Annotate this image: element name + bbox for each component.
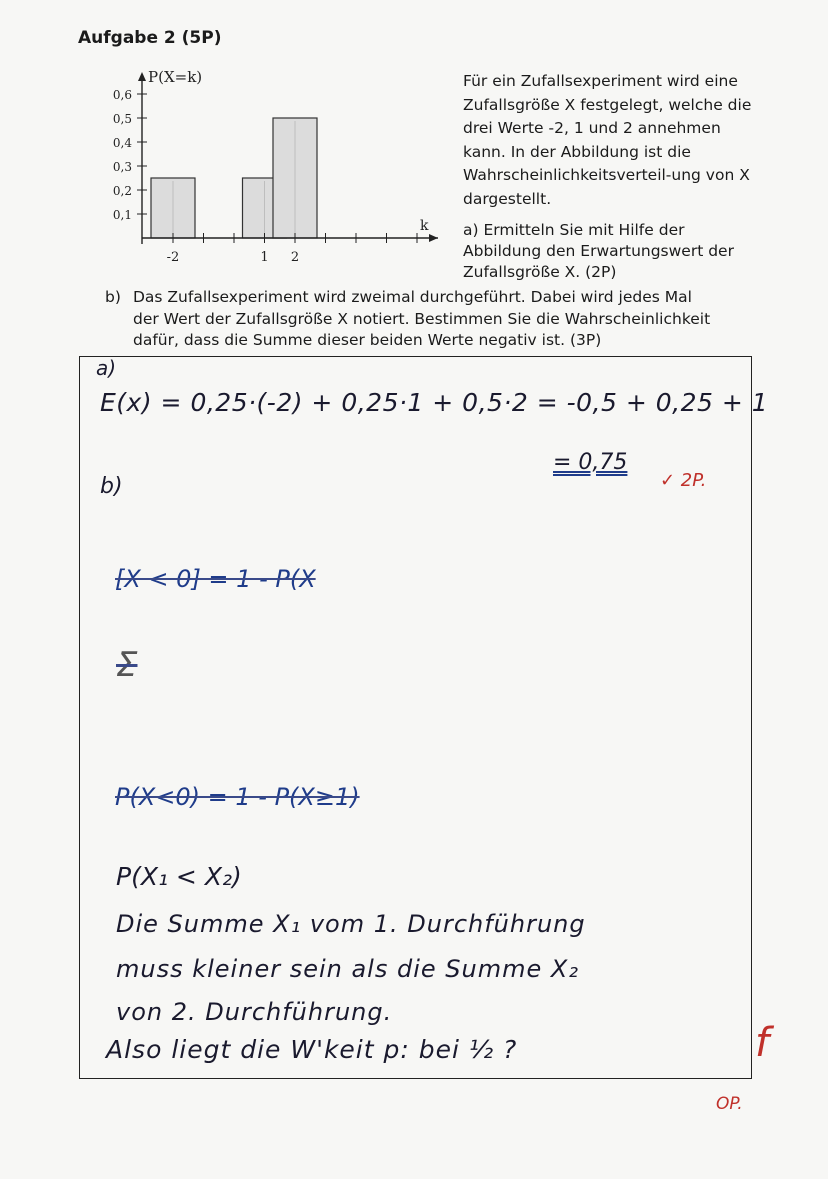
answer-b-line-4: von 2. Durchführung. (116, 998, 393, 1026)
x-axis-label: k (420, 218, 429, 234)
y-tick-label: 0,2 (112, 184, 132, 198)
answer-b-mark: f (755, 1020, 770, 1066)
probability-chart (60, 60, 450, 280)
answer-b-line-5: Also liegt die W'keit p: bei ½ ? (106, 1035, 518, 1064)
part-b-line-3: dafür, dass die Summe dieser beiden Werte negativ ist. (3P) (133, 331, 602, 349)
answer-a-label: a) (96, 356, 117, 380)
y-tick-label: 0,6 (112, 88, 132, 102)
y-axis-arrow (138, 72, 146, 81)
task-part-a: a) Ermitteln Sie mit Hilfe der Abbildung den Erwartungswert der Zufallsgröße X. (2P) (463, 221, 734, 281)
x-tick-label: 2 (290, 250, 300, 265)
task-heading: Aufgabe 2 (5P) (78, 28, 222, 48)
task-part-b (105, 287, 765, 352)
answer-b-grade: OP. (716, 1094, 743, 1114)
answer-b-line-2: Die Summe X₁ vom 1. Durchführung (116, 910, 586, 938)
answer-b-label: b) (100, 474, 123, 499)
answer-b-struck-1: [X < 0] = 1 - P(X (115, 565, 316, 593)
answer-b-sigma: Σ (116, 645, 138, 685)
part-b-label: b) (105, 288, 121, 306)
answer-a-result: = 0,75 (553, 450, 628, 475)
y-tick-label: 0,5 (112, 112, 132, 126)
x-tick-label: 1 (260, 250, 269, 265)
x-tick-label: -2 (166, 250, 180, 265)
x-axis-arrow (429, 234, 438, 242)
answer-a-line-1: E(x) = 0,25·(-2) + 0,25·1 + 0,5·2 = -0,5 + 0,25 + 1 (100, 388, 769, 417)
answer-b-line-3: muss kleiner sein als die Summe X₂ (116, 955, 579, 983)
y-tick-label: 0,1 (112, 208, 132, 222)
y-tick-label: 0,4 (112, 136, 132, 150)
answer-b-line-1: P(X₁ < X₂) (116, 862, 242, 891)
y-axis-label: P(X=k) (148, 68, 203, 86)
task-intro: Für ein Zufallsexperiment wird eine Zufallsgröße X festgelegt, welche die drei Werte -2, 1 und 2 annehmen kann. In der Abbildung ist die Wahrscheinlichkeitsverteil-ung von X dargestellt. (463, 72, 752, 208)
answer-b-struck-2: P(X<0) = 1 - P(X≥1) (115, 783, 360, 811)
answer-a-grade: ✓ 2P. (660, 470, 707, 491)
part-b-line-2: der Wert der Zufallsgröße X notiert. Bestimmen Sie die Wahrscheinlichkeit (133, 309, 711, 328)
part-b-line-1: Das Zufallsexperiment wird zweimal durchgeführt. Dabei wird jedes Mal (133, 288, 692, 306)
y-tick-label: 0,3 (112, 160, 132, 174)
